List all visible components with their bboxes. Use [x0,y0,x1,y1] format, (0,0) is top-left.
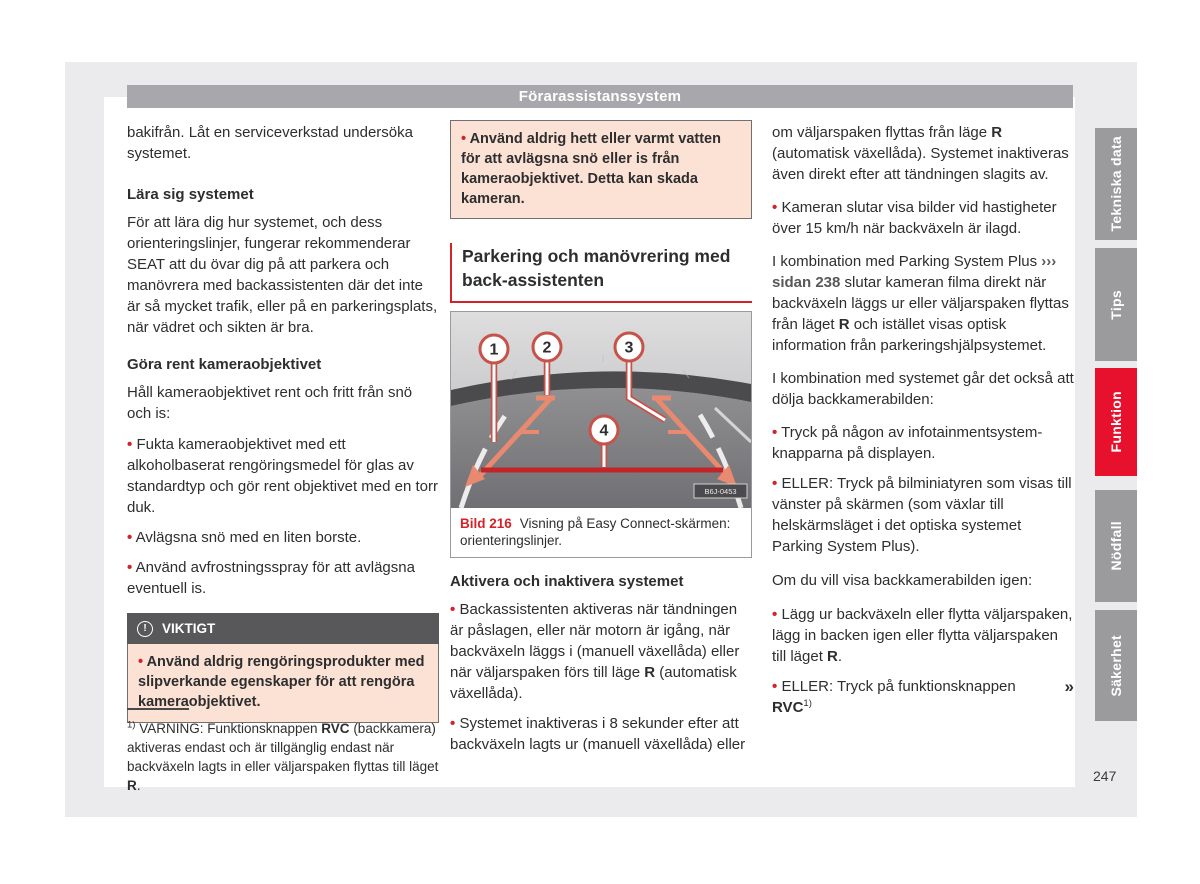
paragraph: I kombination med systemet går det också att dölja backkamerabilden: [772,370,1074,408]
caution-box: • Använd aldrig hett eller varmt vatten för att avlägsna snö eller is från kameraobjektivet. Detta kan skada kameran. [450,120,752,219]
bullet-icon: • [772,678,778,695]
bullet-icon: • [772,424,778,441]
list-item: • Kameran slutar visa bilder vid hastigheter över 15 km/h när backväxeln är ilagd. [772,199,1057,237]
bullet-icon: • [127,436,133,453]
sidebar-tab-nodfall[interactable] [1095,490,1137,602]
callout-3: 3 [624,339,634,357]
important-box-header [127,613,439,644]
figure-label: Bild 216 [460,516,512,531]
chapter-title: Förarassistanssystem [518,88,682,105]
sidebar-tab-tekniska-data[interactable] [1095,128,1137,240]
important-box-body: • Använd aldrig rengöringsprodukter med slipverkande egenskaper för att rengöra kameraobjektivet. [127,644,439,723]
footnote [127,708,445,795]
bullet-icon: • [450,601,456,618]
continuation-chevron-icon: » [1064,677,1074,696]
list-item: • ELLER: Tryck på bilminiatyren som visas till vänster på skärmen (som växlar till helskärmsläget i det optiska systemet Parking System Plus). [772,475,1072,555]
list-item: • Lägg ur backväxeln eller flytta väljarspaken, lägg in backen igen eller flytta väljarspaken till läget R. [772,606,1073,665]
sidebar-tab-sakerhet[interactable] [1095,610,1137,721]
cross-reference-link[interactable]: ››› sidan 238 [772,253,1057,291]
tab-label: Funktion [1108,391,1124,453]
section-title: Parkering och manövrering med back-assistenten [450,243,752,303]
paragraph: För att lära dig hur systemet, och dess orienteringslinjer, fungerar rekommenderar SEAT att du övar dig på att parkera och manövrera med backassistenten där det inte är så mycket trafik, eller på en parkeringsplats, när vädret och sikten är bra. [127,214,438,336]
exclamation-circle-icon: ! [137,621,153,637]
bullet-icon: • [772,606,778,623]
paragraph: om väljarspaken flyttas från läge R (automatisk växellåda). Systemet inaktiveras även direkt efter att tändningen slagits av. [772,124,1069,183]
bullet-icon: • [450,715,456,732]
tab-label: Tekniska data [1108,136,1124,232]
bullet-icon: • [138,654,144,670]
paragraph: Om du vill visa backkamerabilden igen: [772,572,1033,589]
bullet-icon: • [461,131,467,147]
column-middle [450,120,752,764]
callout-4: 4 [599,422,609,440]
figure-rear-camera-view [450,311,752,558]
subheading-gora-rent-kameraobjektivet: Göra rent kameraobjektivet [127,356,322,373]
tab-label: Tips [1108,289,1124,320]
tab-label: Säkerhet [1108,634,1124,697]
important-box [127,613,439,723]
callout-2: 2 [542,339,552,357]
paragraph: I kombination med Parking System Plus ››› sidan 238 slutar kameran filma direkt när backväxeln läggs ur eller väljarspaken flyttas från läget R och istället visas optisk information från parkeringshjälpsystemet. [772,253,1069,354]
list-item: • Systemet inaktiveras i 8 sekunder efter att backväxeln lagts ur (manuell växellåda) eller [450,715,746,753]
chapter-header-bar [127,85,1073,108]
important-box-title: VIKTIGT [162,621,216,636]
bullet-icon: • [127,559,133,576]
list-item: • Använd avfrostningsspray för att avlägsna eventuell is. [127,559,415,597]
sidebar-tab-funktion[interactable] [1095,368,1137,476]
footnote-rule [127,708,189,710]
list-item: • Tryck på någon av infotainmentsystem-knapparna på displayen. [772,424,1043,462]
paragraph: Håll kameraobjektivet rent och fritt från snö och is: [127,384,413,422]
list-item: • Backassistenten aktiveras när tändningen är påslagen, eller när motorn är igång, när backväxeln läggs i (manuell växellåda) eller när väljarspaken förs till läge R (automatisk växellåda). [450,601,740,702]
list-item: • Fukta kameraobjektivet med ett alkoholbaserat rengöringsmedel för glas av standardtyp och gör rent objektivet med en torr duk. [127,436,439,516]
tab-label: Nödfall [1108,521,1124,571]
subheading-aktivera-inaktivera: Aktivera och inaktivera systemet [450,573,684,590]
page-number: 247 [1093,768,1117,784]
sidebar-tab-tips[interactable] [1095,248,1137,361]
bullet-icon: • [772,475,778,492]
rear-camera-illustration [451,312,751,508]
figure-caption: Bild 216 Visning på Easy Connect-skärmen: orienteringslinjer. [460,516,731,548]
paragraph: bakifrån. Låt en serviceverkstad undersöka systemet. [127,124,413,162]
callout-1: 1 [489,341,499,359]
list-item: • Avlägsna snö med en liten borste. [127,529,362,546]
column-right [772,122,1074,718]
image-code: B6J-0453 [704,487,737,496]
subheading-lara-sig-systemet: Lära sig systemet [127,186,254,203]
list-item: • ELLER: Tryck på funktionsknappen RVC$^{1)}$ » [772,677,1074,716]
bullet-icon: • [772,199,778,216]
bullet-icon: • [127,529,133,546]
column-left [127,122,439,723]
footnote-text: $^{1)}$ VARNING: Funktionsknappen RVC (backkamera) aktiveras endast och är tillgänglig endast när backväxeln lagts in eller väljarspaken flyttas till läget R. [127,719,439,793]
